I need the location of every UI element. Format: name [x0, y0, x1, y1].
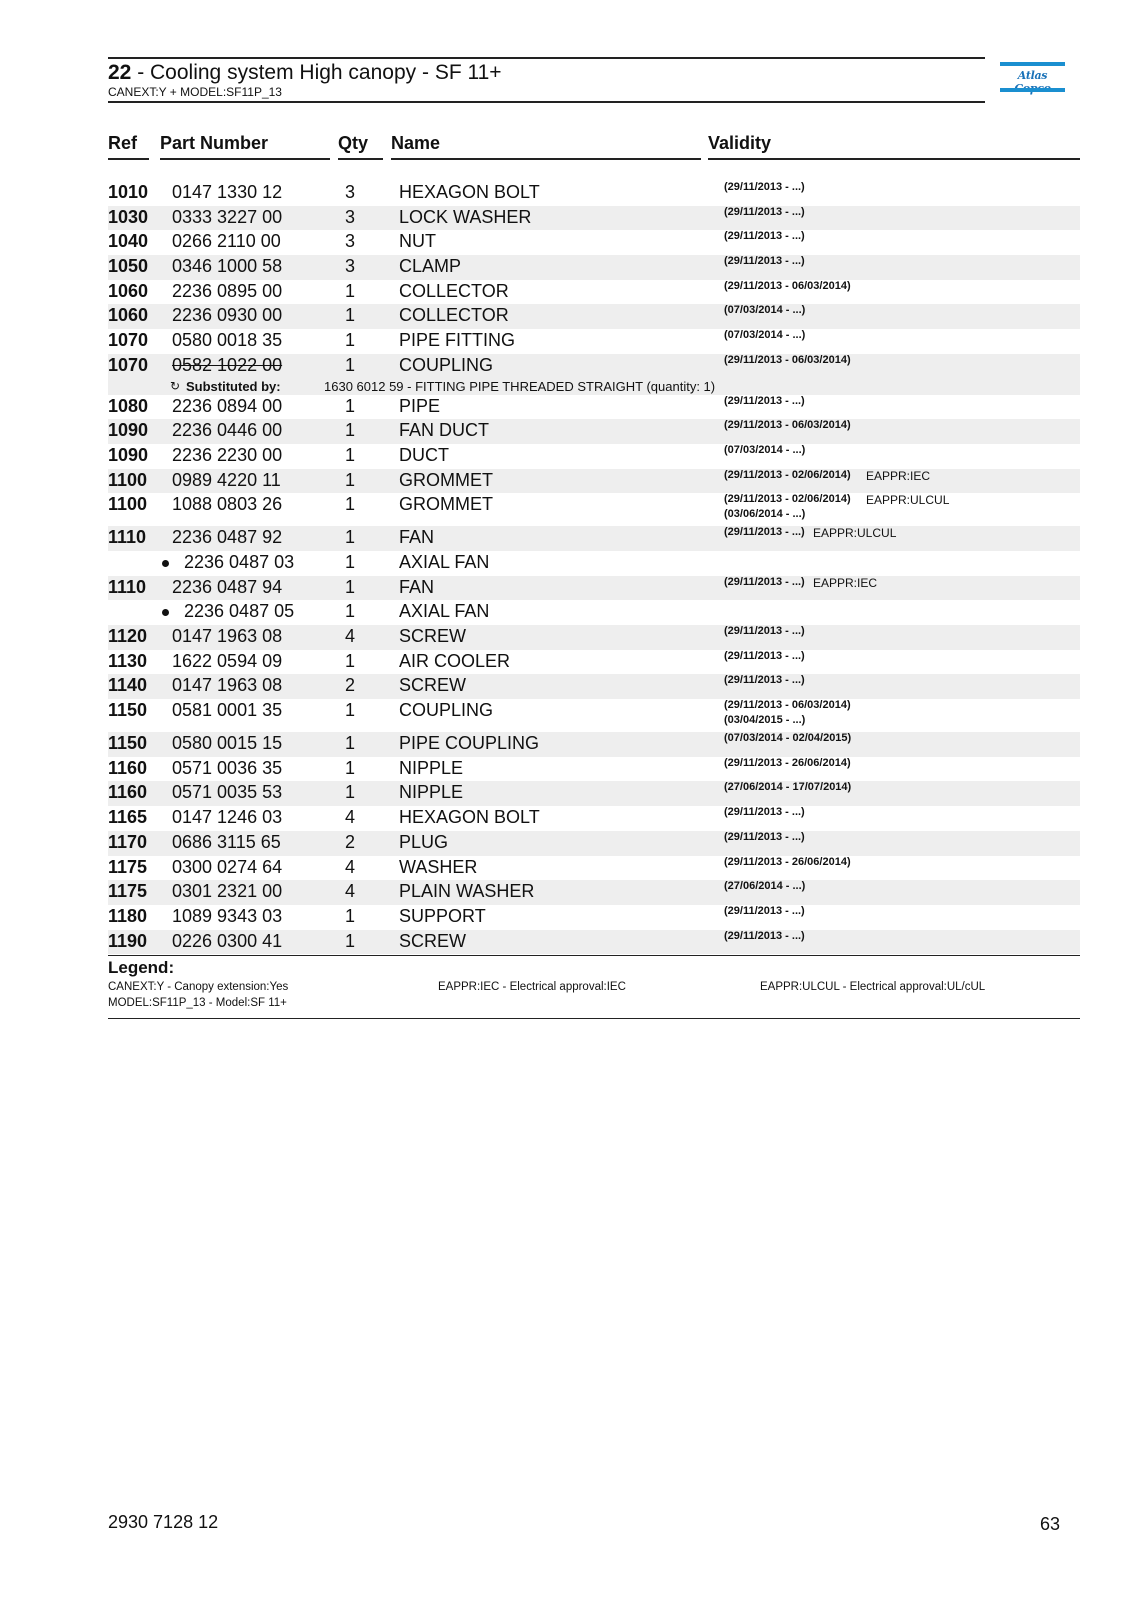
- validity-cell: (07/03/2014 - 02/04/2015): [724, 732, 852, 745]
- name-cell: AXIAL FAN: [399, 551, 490, 572]
- validity-cell: (07/03/2014 - ...): [724, 443, 806, 456]
- part-number-cell: 0147 1246 03: [172, 807, 283, 828]
- qty-cell: 1: [345, 650, 356, 671]
- section-title: - Cooling system High canopy - SF 11+: [131, 61, 502, 84]
- part-number-cell: 1089 9343 03: [172, 905, 283, 926]
- legend-item: EAPPR:ULCUL - Electrical approval:UL/cUL: [760, 981, 986, 993]
- page-header: [108, 57, 985, 103]
- ref-cell: 1060: [108, 305, 149, 326]
- table-row: [108, 757, 1080, 782]
- table-row: [108, 206, 1080, 231]
- ref-cell: 1090: [108, 420, 149, 441]
- ref-cell: 1190: [108, 930, 148, 951]
- part-number-cell: 0571 0036 35: [172, 757, 283, 778]
- table-row: [108, 526, 1080, 551]
- part-number-cell: 1622 0594 09: [172, 650, 283, 671]
- validity-cell: (29/11/2013 - 02/06/2014): [724, 493, 851, 506]
- qty-cell: 3: [345, 231, 356, 252]
- qty-cell: 1: [345, 757, 356, 778]
- part-number-cell: 2236 0446 00: [172, 420, 283, 441]
- ref-cell: 1175: [108, 856, 148, 877]
- table-row: [108, 806, 1080, 831]
- part-number-cell: 0346 1000 58: [172, 256, 283, 277]
- ref-cell: 1040: [108, 231, 149, 252]
- table-row: [108, 493, 1080, 526]
- col-part-number: Part Number: [160, 133, 269, 153]
- part-number-cell: 2236 0487 05: [184, 601, 295, 622]
- table-row: [108, 674, 1080, 699]
- part-number-cell: 2236 0894 00: [172, 395, 283, 416]
- validity-cell: (27/06/2014 - 17/07/2014): [724, 781, 852, 794]
- page-number: 63: [1040, 1514, 1061, 1534]
- ref-cell: 1100: [108, 469, 148, 490]
- ref-cell: 1140: [108, 675, 148, 696]
- name-cell: PLAIN WASHER: [399, 881, 535, 902]
- table-row: [108, 395, 1080, 420]
- qty-cell: 1: [345, 782, 356, 803]
- qty-cell: 4: [345, 856, 356, 877]
- validity-cell: (29/11/2013 - 06/03/2014): [724, 279, 851, 292]
- ref-cell: 1150: [108, 733, 148, 754]
- approval-cell: EAPPR:IEC: [866, 468, 931, 483]
- ref-cell: 1070: [108, 330, 149, 351]
- validity-cell: (29/11/2013 - 26/06/2014): [724, 756, 851, 769]
- table-row: [108, 831, 1080, 856]
- qty-cell: 4: [345, 626, 356, 646]
- name-cell: PLUG: [399, 831, 449, 852]
- substitution-text: 1630 6012 59 - FITTING PIPE THREADED STRAIGHT (quantity: 1): [324, 378, 716, 394]
- legend-item: EAPPR:IEC - Electrical approval:IEC: [438, 981, 626, 993]
- name-cell: NIPPLE: [399, 782, 464, 803]
- table-row: [108, 699, 1080, 732]
- part-number-cell: 0580 0018 35: [172, 330, 283, 351]
- table-row: [108, 732, 1080, 757]
- part-number-cell: 0147 1330 12: [172, 182, 283, 202]
- table-row: [108, 255, 1080, 280]
- ref-cell: 1110: [108, 576, 147, 597]
- qty-cell: 1: [345, 576, 356, 597]
- qty-cell: 1: [345, 395, 356, 416]
- ref-cell: 1180: [108, 905, 148, 926]
- validity-cell: (29/11/2013 - ...): [724, 649, 805, 662]
- part-number-cell: 0226 0300 41: [172, 930, 283, 951]
- document-number: 2930 7128 12: [108, 1512, 219, 1532]
- qty-cell: 1: [345, 494, 356, 515]
- name-cell: FAN: [399, 576, 435, 597]
- qty-cell: 1: [345, 930, 356, 951]
- approval-cell: EAPPR:ULCUL: [866, 493, 950, 508]
- approval-cell: EAPPR:ULCUL: [813, 526, 897, 541]
- part-number-cell: 1088 0803 26: [172, 494, 283, 515]
- table-row: [108, 444, 1080, 469]
- table-row: [108, 625, 1080, 650]
- validity-cell: (29/11/2013 - ...): [724, 255, 805, 268]
- name-cell: WASHER: [399, 856, 478, 877]
- ref-cell: 1060: [108, 280, 149, 301]
- qty-cell: 2: [345, 831, 356, 852]
- ref-cell: 1050: [108, 256, 149, 277]
- part-number-cell: 0333 3227 00: [172, 206, 283, 227]
- validity-cell: (29/11/2013 - ...): [724, 806, 805, 819]
- table-row: [108, 230, 1080, 255]
- qty-cell: 1: [345, 444, 356, 465]
- name-cell: COUPLING: [399, 354, 494, 375]
- name-cell: FAN DUCT: [399, 420, 489, 441]
- table-row: [108, 576, 1080, 601]
- substitution-row: [108, 379, 1080, 395]
- name-cell: SCREW: [399, 930, 466, 951]
- table-row: [108, 781, 1080, 806]
- col-qty-line: [338, 158, 383, 160]
- qty-cell: 1: [345, 733, 356, 754]
- ref-cell: 1090: [108, 444, 149, 465]
- col-name: Name: [391, 133, 441, 153]
- validity-cell: (29/11/2013 - ...): [724, 230, 805, 243]
- qty-cell: 1: [345, 330, 356, 351]
- page-title: [108, 61, 502, 85]
- ref-cell: 1110: [108, 527, 147, 548]
- table-row: [108, 181, 1080, 206]
- validity-cell: (29/11/2013 - ...): [724, 205, 805, 218]
- ref-cell: 1010: [108, 182, 149, 202]
- name-cell: COLLECTOR: [399, 305, 509, 326]
- part-number-cell: 0301 2321 00: [172, 881, 283, 902]
- table-row: [108, 280, 1080, 305]
- table-row: [108, 650, 1080, 675]
- validity-cell: (29/11/2013 - ...): [724, 181, 805, 193]
- ref-cell: 1160: [108, 757, 148, 778]
- ref-cell: 1120: [108, 626, 148, 646]
- col-qty: Qty: [338, 133, 369, 153]
- qty-cell: 3: [345, 206, 356, 227]
- part-number-cell: 2236 2230 00: [172, 444, 283, 465]
- part-number-cell: 0581 0001 35: [172, 700, 283, 721]
- validity-cell: (29/11/2013 - ...): [724, 830, 805, 843]
- qty-cell: 1: [345, 905, 356, 926]
- bullet-icon: [162, 560, 169, 567]
- ref-cell: 1165: [108, 807, 148, 828]
- logo-bar-bottom: [1000, 88, 1065, 92]
- validity-cell: (29/11/2013 - ...): [724, 904, 805, 917]
- part-number-cell: 2236 0487 92: [172, 527, 283, 548]
- validity-cell: (29/11/2013 - ...): [724, 526, 805, 539]
- qty-cell: 3: [345, 182, 356, 202]
- col-part-line: [160, 158, 330, 160]
- validity-cell-2: (03/06/2014 - ...): [724, 508, 806, 521]
- parts-table: [108, 181, 1080, 954]
- name-cell: DUCT: [399, 444, 449, 465]
- name-cell: NIPPLE: [399, 757, 464, 778]
- page-subtitle: CANEXT:Y + MODEL:SF11P_13: [108, 85, 282, 99]
- part-number-cell-obsolete: 0582 1022 00: [172, 354, 283, 375]
- table-header: [108, 133, 1080, 159]
- validity-cell: (29/11/2013 - 06/03/2014): [724, 353, 851, 366]
- table-row: [108, 856, 1080, 881]
- qty-cell: 1: [345, 420, 356, 441]
- ref-cell: 1170: [108, 831, 148, 852]
- table-row: [108, 880, 1080, 905]
- table-row: [108, 304, 1080, 329]
- col-ref-line: [108, 158, 149, 160]
- validity-cell: (27/06/2014 - ...): [724, 880, 806, 893]
- approval-cell: EAPPR:IEC: [813, 575, 878, 590]
- qty-cell: 4: [345, 881, 356, 902]
- section-number: 22: [108, 61, 132, 84]
- part-number-cell: 2236 0487 94: [172, 576, 283, 597]
- atlas-copco-logo: [1000, 62, 1065, 94]
- part-number-cell: 0571 0035 53: [172, 782, 283, 803]
- col-name-line: [391, 158, 701, 160]
- table-row: [108, 469, 1080, 494]
- name-cell: SUPPORT: [399, 905, 486, 926]
- logo-text: Atlas: [1017, 69, 1048, 82]
- col-validity: Validity: [708, 133, 772, 153]
- name-cell: HEXAGON BOLT: [399, 182, 540, 202]
- table-row: [108, 329, 1080, 354]
- table-row: [108, 419, 1080, 444]
- qty-cell: 1: [345, 354, 356, 375]
- name-cell: SCREW: [399, 626, 466, 646]
- ref-cell: 1080: [108, 395, 149, 416]
- validity-cell: (29/11/2013 - 02/06/2014): [724, 468, 851, 481]
- name-cell: CLAMP: [399, 256, 462, 277]
- ref-cell: 1030: [108, 206, 149, 227]
- part-number-cell: 0266 2110 00: [172, 231, 281, 252]
- qty-cell: 1: [345, 305, 356, 326]
- validity-cell: (07/03/2014 - ...): [724, 304, 806, 317]
- part-number-cell: 2236 0930 00: [172, 305, 283, 326]
- substitution-label: Substituted by:: [186, 378, 281, 394]
- validity-cell: (29/11/2013 - 06/03/2014): [724, 699, 851, 712]
- part-number-cell: 0580 0015 15: [172, 733, 283, 754]
- table-row: [108, 551, 1080, 576]
- name-cell: SCREW: [399, 675, 466, 696]
- name-cell: PIPE: [399, 395, 441, 416]
- name-cell: COLLECTOR: [399, 280, 509, 301]
- part-number-cell: 0300 0274 64: [172, 856, 283, 877]
- validity-cell: (29/11/2013 - ...): [724, 394, 805, 407]
- part-number-cell: 0147 1963 08: [172, 675, 283, 696]
- ref-cell: 1130: [108, 650, 148, 671]
- validity-cell: (29/11/2013 - ...): [724, 575, 805, 588]
- name-cell: AXIAL FAN: [399, 601, 490, 622]
- validity-cell: (29/11/2013 - ...): [724, 929, 805, 942]
- part-number-cell: 2236 0487 03: [184, 551, 295, 572]
- ref-cell: 1160: [108, 782, 148, 803]
- qty-cell: 1: [345, 601, 356, 622]
- qty-cell: 1: [345, 551, 356, 572]
- name-cell: HEXAGON BOLT: [399, 807, 540, 828]
- part-number-cell: 0686 3115 65: [172, 831, 281, 852]
- legend-title: Legend:: [108, 958, 175, 977]
- refresh-icon: ↻: [170, 378, 181, 393]
- bullet-icon: [162, 609, 169, 616]
- validity-cell: (29/11/2013 - 26/06/2014): [724, 855, 851, 868]
- ref-cell: 1100: [108, 494, 148, 515]
- ref-cell: 1175: [108, 881, 148, 902]
- name-cell: COUPLING: [399, 700, 494, 721]
- validity-cell: (07/03/2014 - ...): [724, 329, 806, 342]
- table-row: [108, 905, 1080, 930]
- qty-cell: 1: [345, 700, 356, 721]
- name-cell: GROMMET: [399, 494, 493, 515]
- name-cell: PIPE COUPLING: [399, 733, 540, 754]
- table-row: [108, 600, 1080, 625]
- ref-cell: 1070: [108, 354, 149, 375]
- part-number-cell: 0989 4220 11: [172, 469, 281, 490]
- legend-item: CANEXT:Y - Canopy extension:Yes: [108, 981, 289, 993]
- name-cell: NUT: [399, 231, 436, 252]
- legend-item: MODEL:SF11P_13 - Model:SF 11+: [108, 997, 287, 1009]
- legend: [108, 955, 1080, 1019]
- validity-cell: (29/11/2013 - 06/03/2014): [724, 419, 851, 432]
- table-row: [108, 354, 1080, 379]
- name-cell: GROMMET: [399, 469, 493, 490]
- name-cell: PIPE FITTING: [399, 330, 516, 351]
- table-row: [108, 930, 1080, 955]
- qty-cell: 1: [345, 469, 356, 490]
- validity-cell: (29/11/2013 - ...): [724, 625, 805, 637]
- part-number-cell: 0147 1963 08: [172, 626, 283, 646]
- qty-cell: 1: [345, 280, 356, 301]
- validity-cell: (29/11/2013 - ...): [724, 674, 805, 687]
- part-number-cell: 2236 0895 00: [172, 280, 283, 301]
- qty-cell: 2: [345, 675, 356, 696]
- col-ref: Ref: [108, 133, 138, 153]
- qty-cell: 1: [345, 527, 356, 548]
- ref-cell: 1150: [108, 700, 148, 721]
- name-cell: AIR COOLER: [399, 650, 511, 671]
- logo-bar-top: [1000, 62, 1065, 66]
- validity-cell-2: (03/04/2015 - ...): [724, 714, 806, 727]
- name-cell: LOCK WASHER: [399, 206, 532, 227]
- qty-cell: 4: [345, 807, 356, 828]
- qty-cell: 3: [345, 256, 356, 277]
- name-cell: FAN: [399, 527, 435, 548]
- col-validity-line: [708, 158, 1080, 160]
